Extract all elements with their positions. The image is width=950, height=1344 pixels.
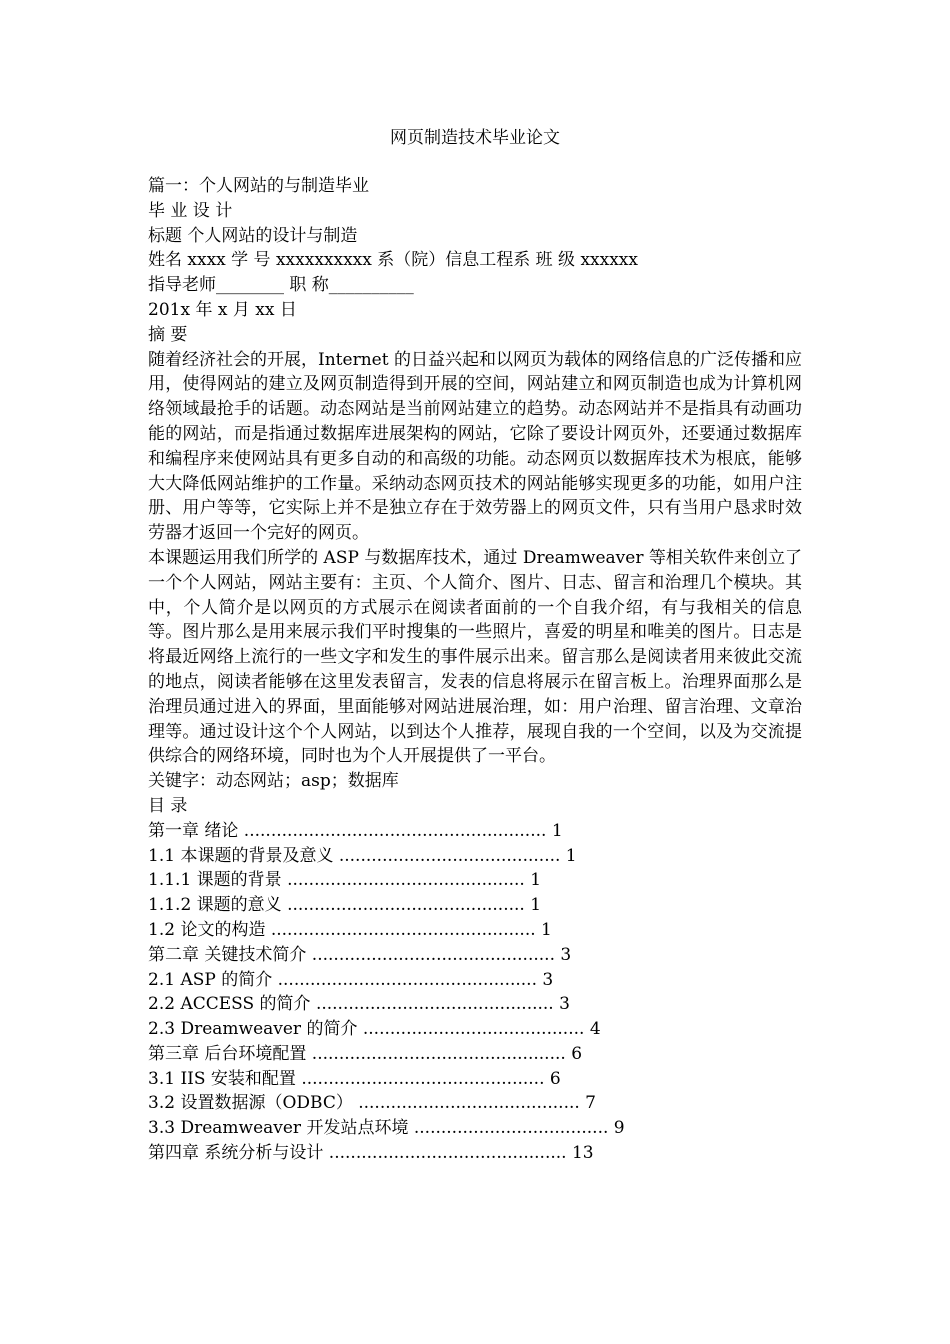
toc-entry: 第二章 关键技术简介 ............................................. 3 bbox=[148, 944, 572, 965]
toc-entry: 2.1 ASP 的简介 ................................................ 3 bbox=[148, 969, 554, 990]
abstract-paragraph: 随着经济社会的开展，Internet 的日益兴起和以网页为载体的网络信息的广泛传播和应用，使得网站的建立及网页制造得到开展的空间，网站建立和网页制造也成为计算机网络领域最抢手的话题。动态网站是当前网站建立的趋势。动态网站并不是指具有动画功能的网站，而是指通过数据库进展架构的网站，它除了要设计网页外，还要通过数据库和编程序来使网站具有更多自动的和高级的功能。动态网页以数据库技术为根底，能够大大降低网站维护的工作量。采纳动态网页技术的网站能够实现更多的功能，如用户注册、用户等等，它实际上并不是独立存在于效劳器上的网页文件，只有当用户恳求时效劳器才返回一个完好的网页。 bbox=[148, 349, 802, 544]
toc-entry: 第三章 后台环境配置 ............................................... 6 bbox=[148, 1043, 583, 1064]
toc-entry: 3.2 设置数据源（ODBC） ......................................... 7 bbox=[148, 1093, 597, 1114]
toc-entry: 1.1 本课题的背景及意义 ......................................... 1 bbox=[148, 845, 577, 866]
thesis-topic: 标题 个人网站的设计与制造 bbox=[148, 225, 358, 246]
toc-entry: 3.1 IIS 安装和配置 ............................................. 6 bbox=[148, 1068, 561, 1089]
abstract-heading: 摘 要 bbox=[148, 324, 188, 345]
section-label-graduation-design: 毕 业 设 计 bbox=[148, 200, 233, 221]
toc-entry: 1.1.1 课题的背景 ............................................ 1 bbox=[148, 870, 542, 891]
toc-entry: 3.3 Dreamweaver 开发站点环境 .................................... 9 bbox=[148, 1118, 625, 1139]
toc-entry: 2.3 Dreamweaver 的简介 ......................................... 4 bbox=[148, 1019, 601, 1040]
keywords: 关键字：动态网站；asp；数据库 bbox=[148, 771, 399, 792]
document-body bbox=[148, 174, 802, 1166]
toc-entry: 1.2 论文的构造 ................................................. 1 bbox=[148, 919, 552, 940]
abstract-paragraph: 本课题运用我们所学的 ASP 与数据库技术，通过 Dreamweaver 等相关软件来创立了一个个人网站，网站主要有：主页、个人简介、图片、日志、留言和治理几个模块。其中，个人简介是以网页的方式展示在阅读者面前的一个自我介绍，有与我相关的信息等。图片那么是用来展示我们平时搜集的一些照片，喜爱的明星和唯美的图片。日志是将最近网络上流行的一些文字和发生的事件展示出来。留言那么是阅读者用来彼此交流的地点，阅读者能够在这里发表留言，发表的信息将展示在留言板上。治理界面那么是治理员通过进入的界面，里面能够对网站进展治理，如：用户治理、留言治理、文章治理等。通过设计这个个人网站，以到达个人推荐，展现自我的一个空间，以及为交流提供综合的网络环境，同时也为个人开展提供了一平台。 bbox=[148, 547, 802, 767]
article-heading: 篇一：个人网站的与制造毕业 bbox=[148, 176, 369, 196]
document-date: 201x 年 x 月 xx 日 bbox=[148, 299, 297, 320]
toc-entry: 第一章 绪论 ........................................................ 1 bbox=[148, 820, 563, 841]
toc-entry: 2.2 ACCESS 的简介 ............................................ 3 bbox=[148, 994, 570, 1015]
student-info: 姓名 xxxx 学 号 xxxxxxxxxx 系（院）信息工程系 班 级 xxxxxx bbox=[148, 250, 638, 271]
advisor-info: 指导老师________ 职 称__________ bbox=[148, 275, 414, 296]
toc-entry: 1.1.2 课题的意义 ............................................ 1 bbox=[148, 895, 542, 916]
toc-entry: 第四章 系统分析与设计 ............................................ 13 bbox=[148, 1143, 594, 1164]
toc-heading: 目 录 bbox=[148, 795, 188, 816]
document-title: 网页制造技术毕业论文 bbox=[390, 128, 560, 148]
